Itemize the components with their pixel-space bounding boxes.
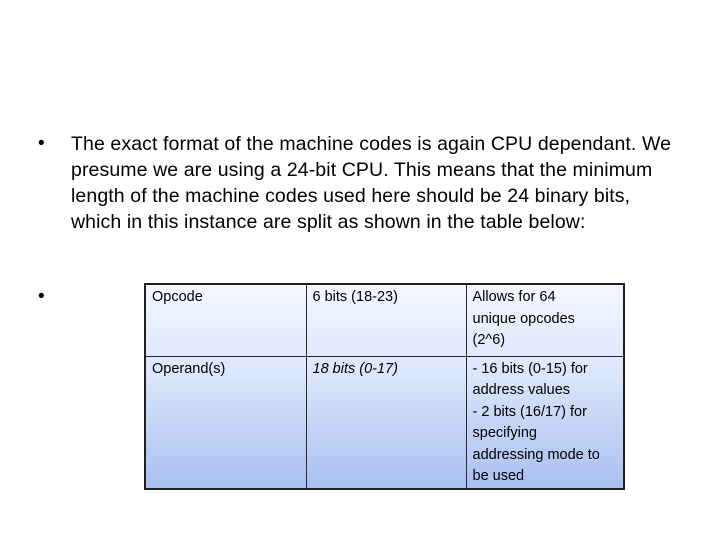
table-cell-description [466,285,623,356]
table-cell-field: Operand(s) [146,356,306,488]
table-cell-bits: 6 bits (18-23) [306,285,466,356]
description-line: (2^6) [472,332,506,348]
description-line: Allows for 64 [472,289,556,305]
description-line: - 2 bits (16/17) for [472,403,587,420]
table-row [146,356,623,488]
bullet-marker: • [38,286,45,307]
description-line: - 16 bits (0-15) for [472,360,588,377]
bullet-text: The exact format of the machine codes is again CPU dependant. We presume we are using a 24-bit CPU. This means that the minimum length of the machine codes used here should be 24 binary bits, which in this instance are split as shown in the table below: [71,133,672,233]
machine-code-table [144,283,625,490]
bullet-marker: • [38,133,45,154]
table-cell-description [466,356,623,488]
description-line: address values [472,382,571,398]
description-line: unique opcodes [472,310,575,327]
description-line: be used [472,468,525,484]
table-cell-field: Opcode [146,285,306,356]
table-cell-bits: 18 bits (0-17) [306,356,466,488]
bullet-item-2 [38,284,45,310]
description-line: specifying [472,425,537,441]
table-row [146,285,623,356]
description-line: addressing mode to [472,446,600,463]
bullet-item-1 [38,131,678,235]
